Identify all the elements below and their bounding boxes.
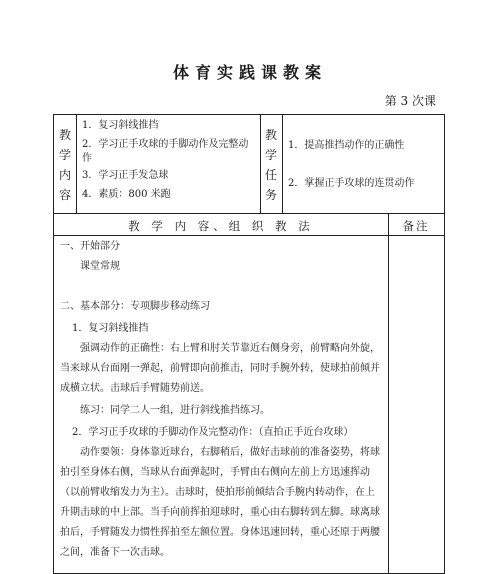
content-method-header: 教 学 内 容、组 织 教 法 [128,219,314,233]
content-item: 1．复习斜线推挡 [82,120,159,131]
section1-title: 1．复习斜线推挡 [72,323,149,334]
divider-line [388,213,389,573]
section1-paragraph: 强调动作的正确性：右上臂和肘关节靠近右侧身旁，前臂略向外旋，当来球从台面刚一弹起，前臂即向前推击，同时手腕外转，使球拍前倾并成横立状。击球后手臂随势前送。 [60,343,380,394]
task-item: 2．掌握正手攻球的连贯动作 [288,178,415,189]
teaching-task-label: 教学任务 [264,128,277,202]
divider-line [260,115,261,213]
part1-title: 一、开始部分 [60,241,120,252]
teaching-content-list [82,119,258,202]
lesson-plan-table [53,114,445,574]
divider-line [282,115,283,213]
teaching-task-list [288,139,438,191]
section2-paragraph: 动作要领：身体靠近球台，右脚稍后，做好击球前的准备姿势，将球拍引至身体右侧，当球从台面弹起时，手臂由右侧向左前上方迅速挥动（以前臂收缩发力为主）。击球时，使拍形前倾结合手腕内转动作，在上升期击球的中上部。当手向前挥拍迎球时，重心由右脚转到左脚。球离球拍后，手臂随发力惯性挥拍至左额位置。身体迅速回转，重心还原于两腰之间，准备下一次击球。 [60,447,380,558]
content-item: 2．学习正手攻球的手脚动作及完整动作 [82,139,249,164]
teaching-content-label: 教学内容 [58,128,71,202]
content-item: 3．学习正手发急球 [82,170,169,181]
lesson-number: 第 3 次课 [384,94,436,108]
divider-line [54,235,444,236]
document-title: 体育实践课教案 [172,63,327,82]
lesson-body [60,237,384,563]
divider-line [76,115,77,213]
part1-item: 课堂常规 [80,261,120,272]
content-item: 4．素质：800 米跑 [82,189,171,200]
section2-title: 2．学习正手攻球的手脚动作及完整动作：（直拍正手近台攻球） [72,427,354,438]
remarks-header: 备注 [402,219,430,233]
part2-title: 二、基本部分：专项脚步移动练习 [60,301,210,312]
section1-practice: 练习：同学二人一组，进行斜线推挡练习。 [80,405,270,416]
task-item: 1．提高推挡动作的正确性 [288,140,405,151]
divider-line [54,213,444,214]
